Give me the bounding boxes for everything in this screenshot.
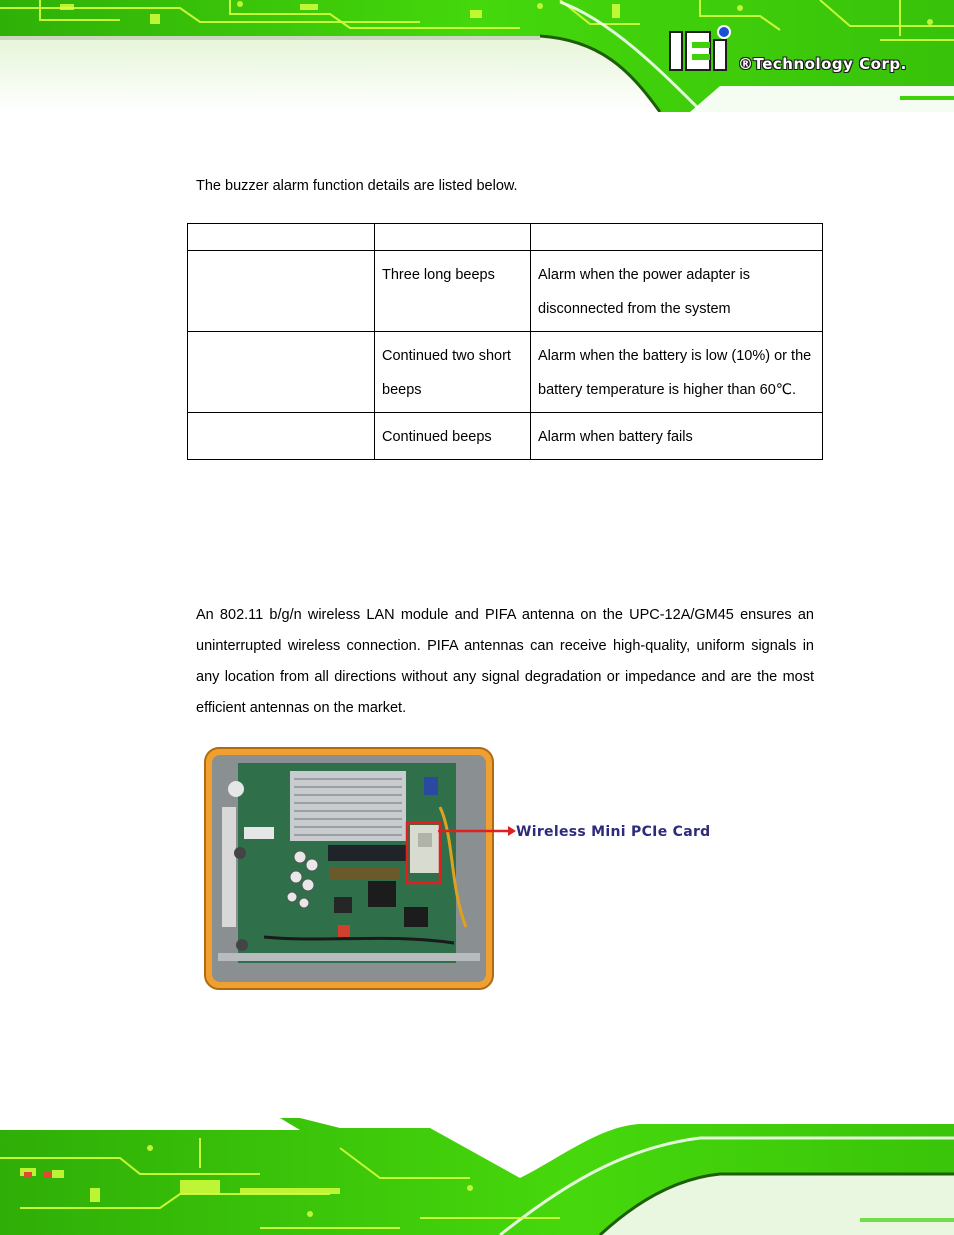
iei-logo-mark bbox=[668, 22, 736, 74]
beep-pattern: Three long beeps bbox=[375, 251, 531, 332]
table-header-row bbox=[188, 224, 823, 251]
intro-text: The buzzer alarm function details are listed below. bbox=[196, 178, 518, 194]
buzzer-alarm-table bbox=[187, 223, 823, 460]
pcb-footer-graphic bbox=[0, 1118, 954, 1235]
table-cell-empty bbox=[188, 251, 375, 332]
table-cell-empty bbox=[188, 413, 375, 460]
logo-tagline: ®Technology Corp. bbox=[738, 55, 907, 73]
table-cell-empty bbox=[188, 332, 375, 413]
beep-pattern: Continued beeps bbox=[375, 413, 531, 460]
callout-arrow bbox=[438, 822, 518, 842]
footer-banner bbox=[0, 1118, 954, 1235]
iei-logo bbox=[668, 22, 938, 86]
table-header-cell bbox=[188, 224, 375, 251]
mainboard-photo bbox=[204, 747, 494, 990]
table-row bbox=[188, 413, 823, 460]
table-row bbox=[188, 251, 823, 332]
header-banner bbox=[0, 0, 954, 112]
table-row bbox=[188, 332, 823, 413]
alarm-description: Alarm when the power adapter is disconnected from the system bbox=[531, 251, 823, 332]
alarm-description: Alarm when the battery is low (10%) or the battery temperature is higher than 60℃. bbox=[531, 332, 823, 413]
wireless-paragraph: An 802.11 b/g/n wireless LAN module and PIFA antenna on the UPC-12A/GM45 ensures an uninterrupted wireless connection. PIFA antennas can receive high-quality, uniform signals in any location from all directions without any signal degradation or impedance and are the most efficient antennas on the market. bbox=[196, 607, 814, 716]
mainboard-photo-graphic bbox=[204, 747, 494, 990]
beep-pattern: Continued two short beeps bbox=[375, 332, 531, 413]
table-header-cell bbox=[531, 224, 823, 251]
wireless-card-callout: Wireless Mini PCIe Card bbox=[516, 824, 711, 840]
table-header-cell bbox=[375, 224, 531, 251]
alarm-description: Alarm when battery fails bbox=[531, 413, 823, 460]
